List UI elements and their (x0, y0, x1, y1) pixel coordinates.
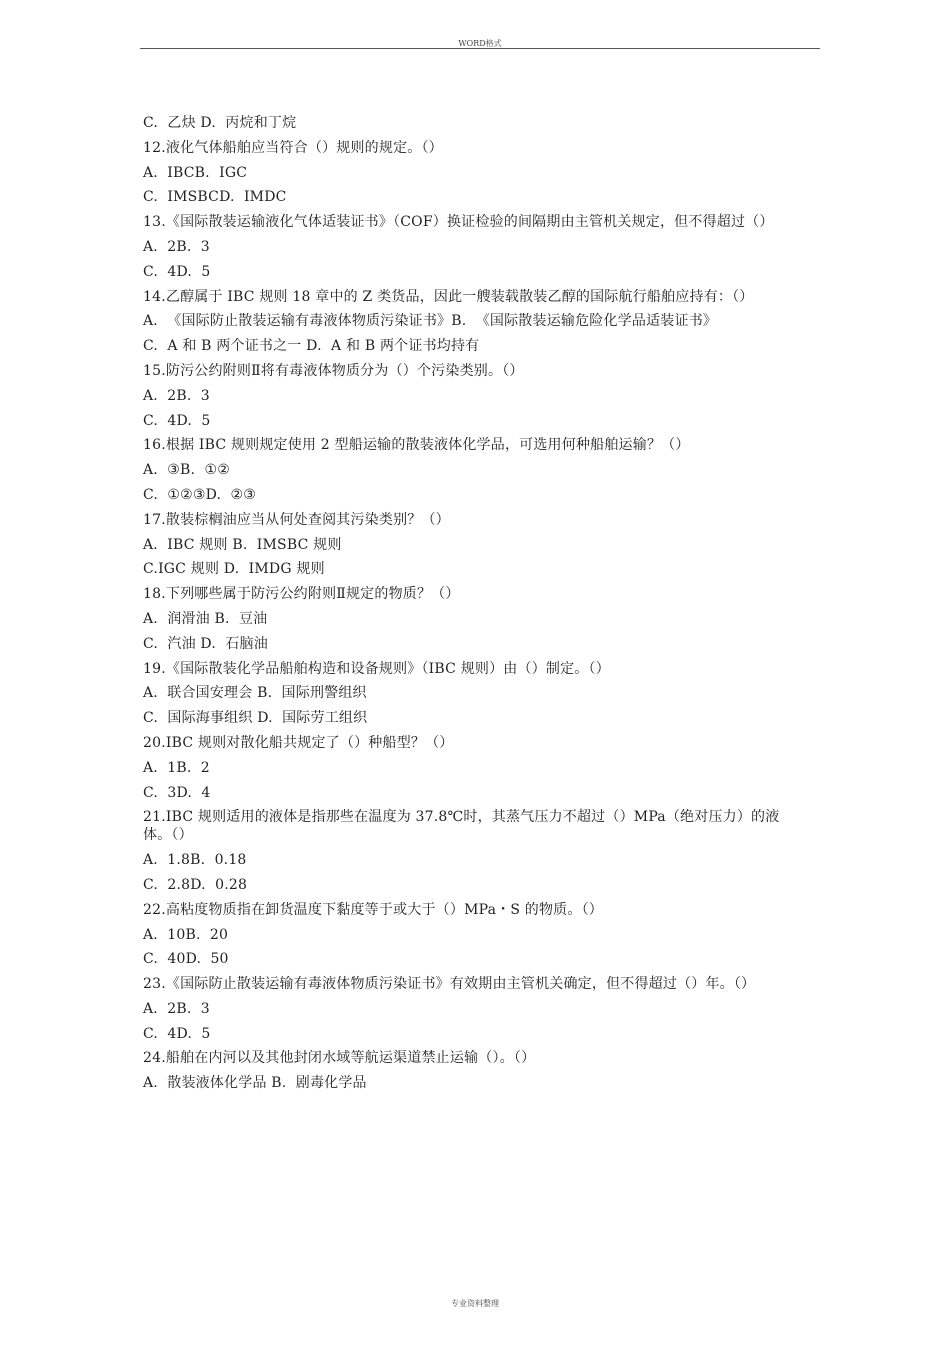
document-body (143, 114, 788, 1099)
options-line: C. 40D. 50 (143, 951, 229, 968)
question-12: 12.液化气体船舶应当符合（）规则的规定。（） (143, 139, 443, 156)
question-18: 18.下列哪些属于防污公约附则Ⅱ规定的物质？（） (143, 586, 460, 603)
options-line: C. 4D. 5 (143, 412, 211, 429)
options-line: A. 润滑油 B. 豆油 (143, 610, 268, 627)
options-line: C. A 和 B 两个证书之一 D. A 和 B 两个证书均持有 (143, 338, 480, 355)
options-line: A. IBCB. IGC (143, 164, 248, 181)
page-header (140, 36, 820, 49)
header-text: WORD格式 (458, 39, 502, 48)
options-line: A. 散装液体化学品 B. 剧毒化学品 (143, 1075, 367, 1092)
options-line: C. 2.8D. 0.28 (143, 876, 248, 893)
options-line: C.IGC 规则 D. IMDG 规则 (143, 561, 325, 578)
options-line: A. 10B. 20 (143, 926, 229, 943)
question-21: 21.IBC 规则适用的液体是指那些在温度为 37.8℃时，其蒸气压力不超过（）MPa（绝对压力）的液体。（） (143, 809, 780, 844)
options-line: C. IMSBCD. IMDC (143, 189, 287, 206)
options-line: A. 1B. 2 (143, 759, 210, 776)
options-line: A. 1.8B. 0.18 (143, 852, 247, 869)
question-19: 19.《国际散装化学品船舶构造和设备规则》（IBC 规则）由（）制定。（） (143, 660, 610, 677)
question-13: 13.《国际散装运输液化气体适装证书》（COF）换证检验的间隔期由主管机关规定，但不得超过（） (143, 214, 774, 231)
options-line: C. 4D. 5 (143, 263, 211, 280)
options-line: A. IBC 规则 B. IMSBC 规则 (143, 536, 342, 553)
options-line: C. 3D. 4 (143, 784, 211, 801)
options-line: A. 《国际防止散装运输有毒液体物质污染证书》B. 《国际散装运输危险化学品适装证书》 (143, 313, 718, 330)
question-22: 22.高粘度物质指在卸货温度下黏度等于或大于（）MPa・S 的物质。（） (143, 901, 603, 918)
question-15: 15.防污公约附则Ⅱ将有毒液体物质分为（）个污染类别。（） (143, 362, 524, 379)
options-line: A. 2B. 3 (143, 1000, 210, 1017)
options-line: C. ①②③D. ②③ (143, 486, 256, 503)
question-16: 16.根据 IBC 规则规定使用 2 型船运输的散装液体化学品，可选用何种船舶运输？（） (143, 437, 690, 454)
text-line: C. 乙炔 D. 丙烷和丁烷 (143, 115, 297, 131)
options-line: C. 国际海事组织 D. 国际劳工组织 (143, 710, 368, 727)
options-line: A. 2B. 3 (143, 238, 210, 255)
options-line: C. 4D. 5 (143, 1025, 211, 1042)
page-footer: 专业资料整理 (451, 1299, 499, 1308)
question-14: 14.乙醇属于 IBC 规则 18 章中的 Z 类货品，因此一艘装载散装乙醇的国际航行船舶应持有：（） (143, 288, 754, 305)
options-line: A. 联合国安理会 B. 国际刑警组织 (143, 685, 367, 702)
question-23: 23.《国际防止散装运输有毒液体物质污染证书》有效期由主管机关确定，但不得超过（）年。（） (143, 976, 756, 993)
question-24: 24.船舶在内河以及其他封闭水域等航运渠道禁止运输（）。（） (143, 1050, 536, 1067)
question-17: 17.散装棕榈油应当从何处查阅其污染类别？（） (143, 511, 450, 528)
question-20: 20.IBC 规则对散化船共规定了（）种船型？（） (143, 734, 454, 751)
options-line: C. 汽油 D. 石脑油 (143, 635, 268, 652)
options-line: A. ③B. ①② (143, 462, 230, 479)
options-line: A. 2B. 3 (143, 387, 210, 404)
